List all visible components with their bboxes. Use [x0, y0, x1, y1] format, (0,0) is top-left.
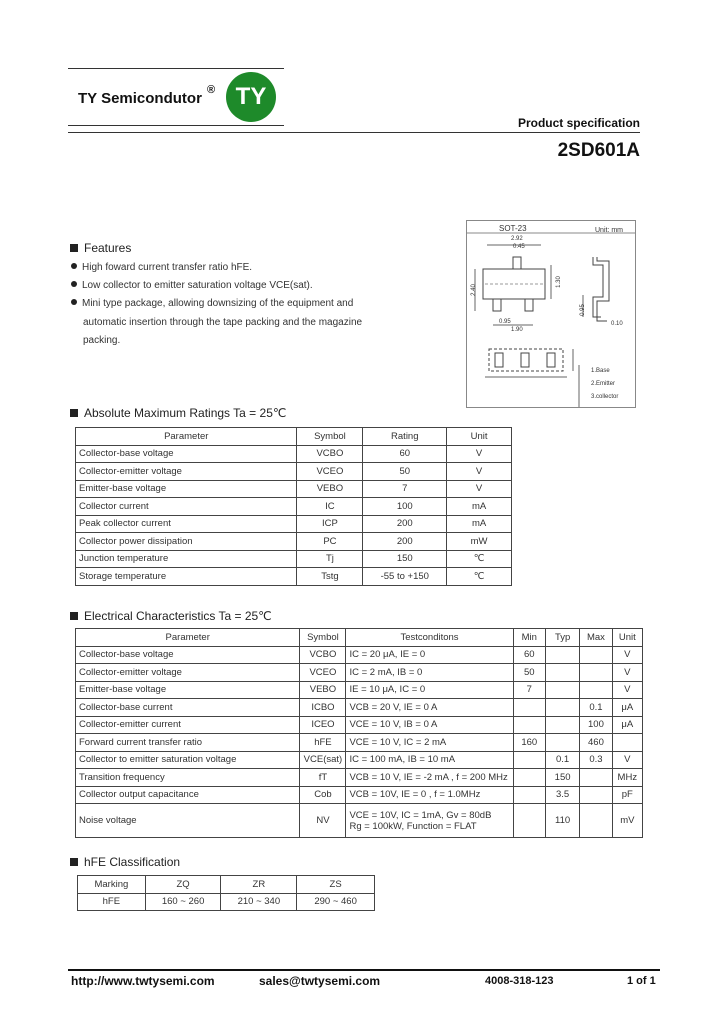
table-row	[76, 681, 643, 699]
cell: μA	[612, 716, 642, 734]
cell: -55 to +150	[363, 568, 447, 586]
cell: ICP	[297, 515, 363, 533]
cell: 460	[580, 734, 612, 752]
dim-label: 0.95	[499, 319, 511, 325]
column-header: Rating	[363, 428, 447, 446]
dim-label: 0.10	[611, 321, 623, 327]
features-title: Features	[84, 241, 132, 255]
table-row	[76, 463, 512, 481]
footer-rule	[68, 969, 660, 971]
table-row	[76, 734, 643, 752]
registered-mark: ®	[207, 84, 216, 96]
cell: 100	[363, 498, 447, 516]
cell: Collector to emitter saturation voltage	[76, 751, 300, 769]
feature-text: Mini type package, allowing downsizing of the equipment and	[82, 298, 354, 309]
cell: VCB = 10 V, IE = -2 mA , f = 200 MHz	[346, 769, 513, 787]
cell: 110	[545, 804, 579, 838]
package-unit: Unit: mm	[595, 227, 623, 234]
cell: NV	[300, 804, 346, 838]
table-row	[76, 769, 643, 787]
dim-label: 1.30	[555, 276, 562, 288]
feature-text: Low collector to emitter saturation voltage VCE(sat).	[82, 280, 313, 291]
cell: IC = 20 μA, IE = 0	[346, 646, 513, 664]
cell: ZQ	[145, 876, 221, 894]
cell: 50	[513, 664, 545, 682]
elec-rows	[76, 646, 643, 804]
noise-condition: VCE = 10V, IC = 1mA, Gv = 80dB	[349, 809, 492, 821]
cell: Tstg	[297, 568, 363, 586]
table-row	[76, 804, 643, 838]
cell: V	[612, 751, 642, 769]
page-indicator: 1 of 1	[627, 975, 656, 987]
cell: 60	[363, 445, 447, 463]
feature-text: High foward current transfer ratio hFE.	[82, 262, 253, 273]
cell: 60	[513, 646, 545, 664]
hfe-heading	[70, 855, 180, 869]
cell: 100	[580, 716, 612, 734]
cell: V	[612, 681, 642, 699]
bullet-icon	[71, 281, 77, 287]
cell	[513, 751, 545, 769]
table-row	[76, 515, 512, 533]
cell: 150	[363, 550, 447, 568]
cell: VCEO	[297, 463, 363, 481]
cell: ICEO	[300, 716, 346, 734]
cell: 200	[363, 515, 447, 533]
cell: Collector output capacitance	[76, 786, 300, 804]
table-row	[76, 786, 643, 804]
cell: ICBO	[300, 699, 346, 717]
cell: Collector-emitter current	[76, 716, 300, 734]
cell: Collector power dissipation	[76, 533, 297, 551]
table-row	[76, 751, 643, 769]
phone-number: 4008-318-123	[485, 975, 554, 987]
cell	[580, 786, 612, 804]
feature-item	[71, 298, 353, 309]
features-heading	[70, 241, 131, 255]
cell: Emitter-base voltage	[76, 480, 297, 498]
cell: 7	[363, 480, 447, 498]
cell: VCB = 20 V, IE = 0 A	[346, 699, 513, 717]
cell: VCEO	[300, 664, 346, 682]
square-bullet-icon	[70, 409, 78, 417]
cell: IE = 10 μA, IC = 0	[346, 681, 513, 699]
cell: VCE(sat)	[300, 751, 346, 769]
bullet-icon	[71, 263, 77, 269]
feature-item	[71, 280, 313, 291]
cell: hFE	[78, 893, 146, 911]
column-header: Min	[513, 629, 545, 647]
cell: VCE = 10 V, IB = 0 A	[346, 716, 513, 734]
cell: 0.1	[580, 699, 612, 717]
cell	[346, 804, 513, 838]
cell: ZS	[297, 876, 375, 894]
pin-label: 1.Base	[591, 368, 610, 374]
cell: Emitter-base voltage	[76, 681, 300, 699]
cell: Collector current	[76, 498, 297, 516]
cell	[545, 646, 579, 664]
table-row	[78, 893, 375, 911]
table-row	[76, 533, 512, 551]
cell	[545, 681, 579, 699]
feature-continuation: automatic insertion through the tape packing and the magazine	[83, 317, 363, 328]
cell	[545, 734, 579, 752]
abs-max-title: Absolute Maximum Ratings Ta = 25℃	[84, 406, 287, 420]
company-name: TY Semicondutor	[78, 90, 202, 107]
cell	[580, 646, 612, 664]
table-row	[76, 664, 643, 682]
cell: 0.3	[580, 751, 612, 769]
cell	[513, 699, 545, 717]
cell: VCBO	[297, 445, 363, 463]
cell	[612, 734, 642, 752]
cell: pF	[612, 786, 642, 804]
cell	[545, 716, 579, 734]
cell: 150	[545, 769, 579, 787]
square-bullet-icon	[70, 612, 78, 620]
table-header-row	[76, 629, 643, 647]
table-row	[76, 480, 512, 498]
table-row	[76, 568, 512, 586]
square-bullet-icon	[70, 858, 78, 866]
cell: Cob	[300, 786, 346, 804]
column-header: Unit	[447, 428, 512, 446]
cell: 160	[513, 734, 545, 752]
cell: ℃	[447, 550, 512, 568]
abs-max-table	[75, 427, 512, 586]
cell: mA	[447, 498, 512, 516]
cell: Marking	[78, 876, 146, 894]
cell	[580, 681, 612, 699]
table-header-row	[78, 876, 375, 894]
header-top-rule	[68, 68, 284, 69]
cell: VCBO	[300, 646, 346, 664]
cell: Collector-base voltage	[76, 445, 297, 463]
noise-condition: Rg = 100kW, Function = FLAT	[349, 820, 477, 832]
cell: Collector-base current	[76, 699, 300, 717]
elec-table	[75, 628, 643, 838]
cell	[513, 786, 545, 804]
cell: Noise voltage	[76, 804, 300, 838]
cell: IC = 2 mA, IB = 0	[346, 664, 513, 682]
cell: V	[447, 445, 512, 463]
package-outline-svg	[467, 221, 635, 407]
cell: VCE = 10 V, IC = 2 mA	[346, 734, 513, 752]
cell	[545, 699, 579, 717]
dim-label: 1.90	[511, 327, 523, 333]
cell: 3.5	[545, 786, 579, 804]
table-header-row	[76, 428, 512, 446]
website-link[interactable]: http://www.twtysemi.com	[71, 974, 215, 988]
cell: 160 ~ 260	[145, 893, 221, 911]
cell	[580, 769, 612, 787]
table-row	[76, 445, 512, 463]
package-name: SOT-23	[499, 224, 527, 233]
hfe-title: hFE Classification	[84, 855, 181, 869]
cell: MHz	[612, 769, 642, 787]
table-row	[76, 699, 643, 717]
cell: V	[447, 480, 512, 498]
bullet-icon	[71, 299, 77, 305]
cell	[513, 716, 545, 734]
cell	[513, 804, 545, 838]
hfe-table	[77, 875, 375, 911]
table-row	[76, 646, 643, 664]
email-link[interactable]: sales@twtysemi.com	[259, 974, 381, 988]
cell: ℃	[447, 568, 512, 586]
cell: V	[447, 463, 512, 481]
cell: VEBO	[297, 480, 363, 498]
column-header: Testconditons	[346, 629, 513, 647]
cell: 50	[363, 463, 447, 481]
column-header: Symbol	[300, 629, 346, 647]
part-number: 2SD601A	[557, 140, 640, 161]
cell: Peak collector current	[76, 515, 297, 533]
cell: Collector-emitter voltage	[76, 664, 300, 682]
cell: hFE	[300, 734, 346, 752]
cell	[545, 664, 579, 682]
cell: Transition frequency	[76, 769, 300, 787]
header-mid-rule	[68, 125, 284, 126]
cell: 290 ~ 460	[297, 893, 375, 911]
cell: mV	[612, 804, 642, 838]
cell	[580, 804, 612, 838]
ty-logo: TY	[226, 72, 276, 122]
cell: 210 ~ 340	[221, 893, 297, 911]
package-drawing	[466, 220, 636, 408]
table-row	[76, 498, 512, 516]
cell: VEBO	[300, 681, 346, 699]
cell: IC	[297, 498, 363, 516]
cell: ZR	[221, 876, 297, 894]
dim-label: 0.95	[579, 304, 586, 316]
cell: Forward current transfer ratio	[76, 734, 300, 752]
cell: IC = 100 mA, IB = 10 mA	[346, 751, 513, 769]
pin-label: 3.collector	[591, 394, 619, 400]
doc-type: Product specification	[517, 116, 640, 130]
column-header: Typ	[545, 629, 579, 647]
table-row	[76, 716, 643, 734]
column-header: Unit	[612, 629, 642, 647]
column-header: Parameter	[76, 629, 300, 647]
cell: Collector-emitter voltage	[76, 463, 297, 481]
cell: PC	[297, 533, 363, 551]
feature-continuation: packing.	[83, 335, 121, 346]
cell	[513, 769, 545, 787]
cell: fT	[300, 769, 346, 787]
cell	[580, 664, 612, 682]
cell: μA	[612, 699, 642, 717]
column-header: Parameter	[76, 428, 297, 446]
feature-item	[71, 262, 252, 273]
abs-max-rows	[76, 445, 512, 585]
cell: Tj	[297, 550, 363, 568]
cell: mA	[447, 515, 512, 533]
table-row	[76, 550, 512, 568]
cell: 7	[513, 681, 545, 699]
cell: V	[612, 646, 642, 664]
dim-label: 2.92	[511, 236, 523, 242]
header-spec-rule	[68, 132, 640, 133]
cell: VCB = 10V, IE = 0 , f = 1.0MHz	[346, 786, 513, 804]
elec-title: Electrical Characteristics Ta = 25℃	[84, 609, 272, 623]
dim-label: 0.45	[513, 244, 525, 250]
column-header: Symbol	[297, 428, 363, 446]
abs-max-heading	[70, 406, 286, 420]
cell: 0.1	[545, 751, 579, 769]
square-bullet-icon	[70, 244, 78, 252]
cell: Storage temperature	[76, 568, 297, 586]
cell: 200	[363, 533, 447, 551]
pin-label: 2.Emitter	[591, 381, 616, 387]
cell: Junction temperature	[76, 550, 297, 568]
elec-heading	[70, 609, 272, 623]
cell: Collector-base voltage	[76, 646, 300, 664]
cell: V	[612, 664, 642, 682]
cell: mW	[447, 533, 512, 551]
column-header: Max	[580, 629, 612, 647]
dim-label: 2.40	[470, 284, 477, 296]
